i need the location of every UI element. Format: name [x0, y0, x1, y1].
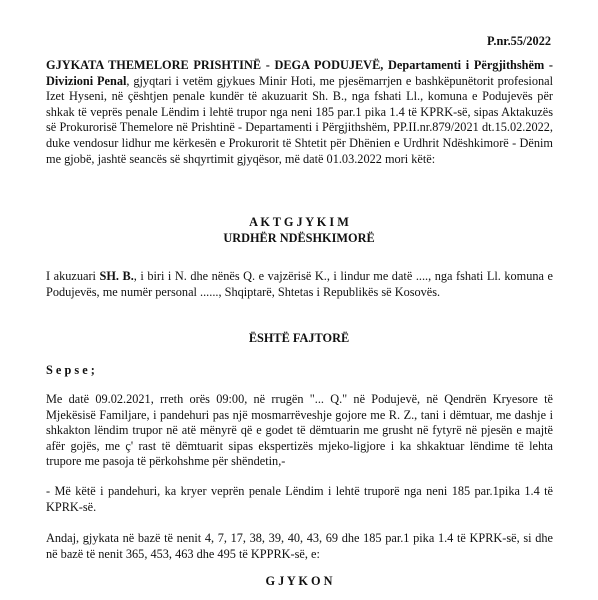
accused-name: SH. B.	[99, 269, 134, 283]
intro-text: , gjyqtari i vetëm gjykues Minir Hoti, me pjesëmarrjen e bashkëpunëtorit profesional Izet Hyseni, në çështjen penale kundër të akuzuarit Sh. B., nga fshati Ll., komuna e Podujevës për shkak të veprës penale Lëndim i lehtë trupor nga neni 185 par.1 pika 1.4 të KPRK-së, sipas Aktakuzës së Prokurorisë Themelore në Prishtinë - Departamenti i Përgjithshëm, PP.II.nr.879/2021 dt.15.02.2022, duke vendosur lidhur me kërkesën e Prokurorit të Shtetit për Dhënien e Urdhrit Ndëshkimorë - Dënim me gjobë, jashtë seancës së shqyrtimit gjyqësor, më datë 01.03.2022 mori këtë:	[46, 73, 553, 166]
judgment-title-line1: A K T G J Y K I M	[249, 215, 349, 229]
guilty-heading: ËSHTË FAJTORË	[248, 331, 350, 345]
judgment-title-line2: URDHËR NDËSHKIMORË	[223, 231, 375, 245]
case-reference-number: P.nr.55/2022	[486, 34, 551, 48]
charge-paragraph: - Më këtë i pandehuri, ka kryer veprën penale Lëndim i lehtë truporë nga neni 185 par.1pika 1.4 të KPRK-së.	[46, 484, 553, 514]
accused-prefix: I akuzuari	[46, 269, 100, 283]
accused-details: , i biri i N. dhe nënës Q. e vajzërisë K., i lindur me datë ...., nga fshati Ll. komuna e Podujevës, me numër personal ......, Shqiptarë, Shtetas i Republikës së Kosovës.	[46, 269, 553, 299]
accused-paragraph	[46, 269, 553, 300]
judgment-title	[0, 214, 598, 246]
legal-basis-paragraph: Andaj, gjykata në bazë të nenit 4, 7, 17, 38, 39, 40, 43, 69 dhe 185 par.1 pika 1.4 të KPRK-së, si dhe në bazë të nenit 365, 453, 463 dhe 495 të KPPRK-së, e:	[46, 531, 553, 561]
decision-heading: G J Y K O N	[265, 574, 333, 588]
because-heading: S e p s e ;	[46, 363, 95, 377]
facts-paragraph: Me datë 09.02.2021, rreth orës 09:00, në rrugën "... Q." në Podujevë, në Qendrën Kryesore të Mjekësisë Familjare, i pandehuri pas një mosmarrëveshje gojore me R. Z., tani i dëmtuar, me dashje i shkakton lëndim trupor në atë mënyrë që e godet të dëmtuarin me grusht në fytyrë në pjesën e majtë afër gojës, me ç' rast të dëmtuarit sipas ekspertizës mjeko-ligjore i ka shkaktuar lëndime të lehta trupore me pasoja të përkohshme për shëndetin,-	[46, 392, 553, 469]
court-name: GJYKATA THEMELORE PRISHTINË - DEGA PODUJEVË, Departamenti i Përgjithshëm - Divizioni Penal	[46, 58, 553, 88]
intro-paragraph	[46, 58, 553, 167]
